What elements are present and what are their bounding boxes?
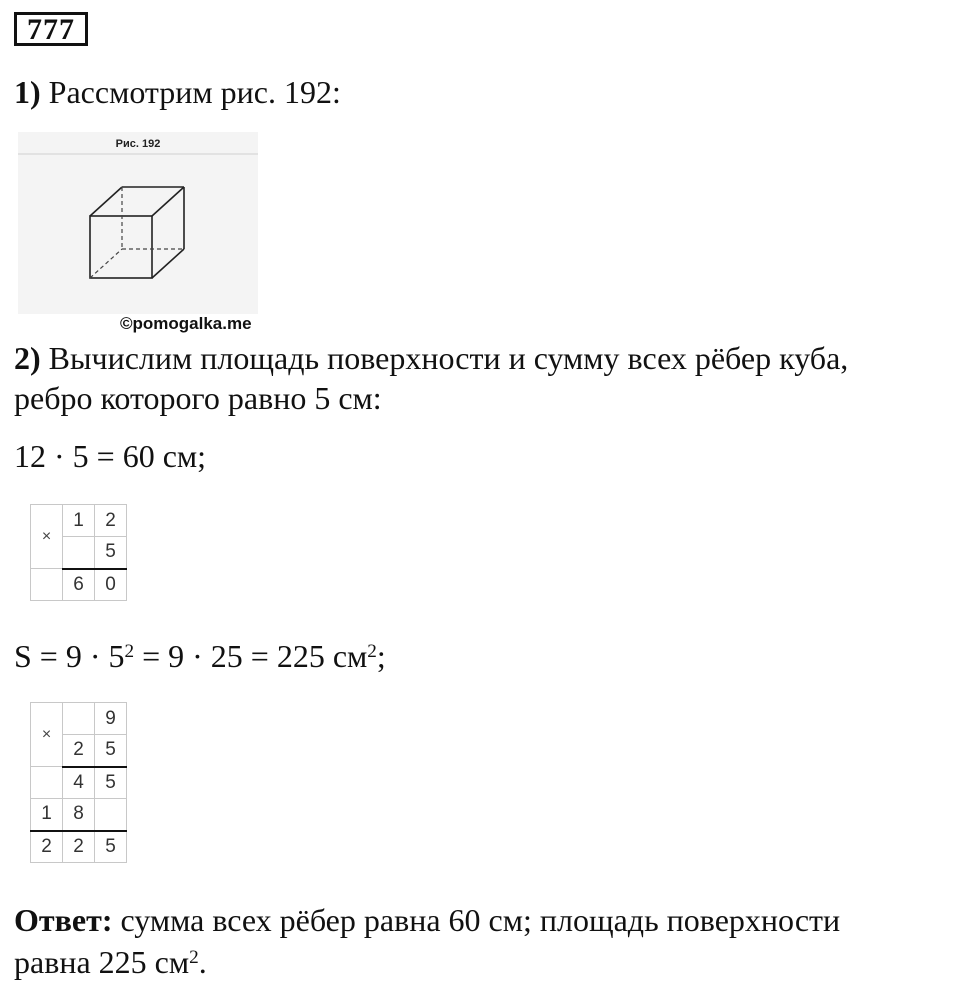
answer-label: Ответ: bbox=[14, 902, 113, 938]
eq2-unit-exponent: 2 bbox=[367, 641, 377, 663]
equation-surface-area bbox=[14, 636, 386, 676]
column-multiplication-1 bbox=[30, 504, 127, 601]
figure-background bbox=[18, 132, 258, 314]
step1-text: Рассмотрим рис. 192: bbox=[48, 74, 341, 110]
step2-line1 bbox=[14, 338, 848, 378]
answer-line2-text: равна 225 см bbox=[14, 944, 190, 980]
digit-cell bbox=[95, 799, 127, 831]
digit-cell: 2 bbox=[95, 505, 127, 537]
digit-cell: 1 bbox=[31, 799, 63, 831]
problem-number: 777 bbox=[14, 12, 88, 46]
answer-line1 bbox=[14, 900, 840, 940]
operator-sign: × bbox=[31, 505, 63, 569]
step1-marker: 1) bbox=[14, 74, 41, 110]
eq2-prefix: S = 9 · 5 bbox=[14, 638, 125, 674]
answer-text-line1: сумма всех рёбер равна 60 см; площадь поверхности bbox=[112, 902, 841, 938]
eq2-suffix: ; bbox=[376, 638, 386, 674]
figure-title: Рис. 192 bbox=[115, 138, 161, 150]
cube-figure bbox=[18, 132, 258, 314]
equation-edges-sum: 12 · 5 = 60 см; bbox=[14, 438, 207, 474]
eq2-exponent: 2 bbox=[124, 641, 135, 663]
digit-cell: 2 bbox=[63, 735, 95, 767]
step2-marker: 2) bbox=[14, 340, 41, 376]
digit-cell: 5 bbox=[95, 767, 127, 799]
digit-cell bbox=[63, 703, 95, 735]
digit-cell: 5 bbox=[95, 735, 127, 767]
digit-cell: 4 bbox=[63, 767, 95, 799]
digit-cell: 2 bbox=[63, 831, 95, 863]
column-multiplication-2 bbox=[30, 702, 127, 863]
digit-cell: 5 bbox=[95, 537, 127, 569]
digit-cell: 9 bbox=[95, 703, 127, 735]
step2-line2: ребро которого равно 5 см: bbox=[14, 380, 382, 416]
digit-cell: 0 bbox=[95, 569, 127, 601]
answer-unit-exponent: 2 bbox=[189, 947, 199, 969]
digit-cell: 8 bbox=[63, 799, 95, 831]
digit-cell: 6 bbox=[63, 569, 95, 601]
eq2-middle: = 9 · 25 = 225 см bbox=[134, 638, 368, 674]
digit-cell bbox=[31, 767, 63, 799]
digit-cell: 5 bbox=[95, 831, 127, 863]
watermark: ©pomogalka.me bbox=[120, 314, 252, 333]
answer-line2 bbox=[14, 942, 207, 982]
answer-line2-suffix: . bbox=[198, 944, 207, 980]
step1-line bbox=[14, 72, 341, 112]
digit-cell: 1 bbox=[63, 505, 95, 537]
figure-192 bbox=[18, 132, 258, 314]
digit-cell bbox=[63, 537, 95, 569]
operator-sign: × bbox=[31, 703, 63, 767]
step2-text-line1: Вычислим площадь поверхности и сумму всех рёбер куба, bbox=[48, 340, 849, 376]
digit-cell bbox=[31, 569, 63, 601]
digit-cell: 2 bbox=[31, 831, 63, 863]
